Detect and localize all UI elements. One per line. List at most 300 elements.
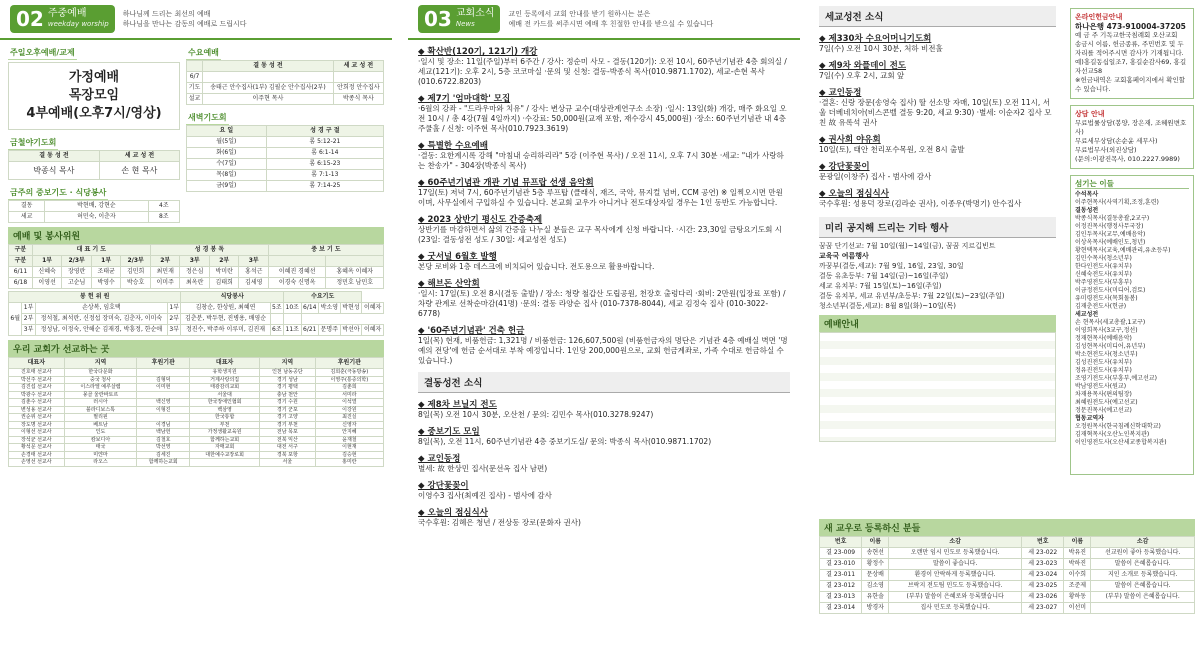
cell: 경기 고양 — [260, 414, 316, 422]
cell: 세교 — [9, 212, 45, 223]
counsel-line: (문의:이광진목사, 010.2227.9989) — [1075, 155, 1180, 163]
cell: 중 보 기 도 — [268, 245, 383, 256]
cell: 김춘희 — [315, 384, 383, 392]
staff-line: 이정진목사(행정사무국장) — [1075, 223, 1144, 230]
cell: 11조 — [284, 325, 301, 336]
news-item-body: ·결혼: 신랑 장문(송영숙 집사) 딸 선소망 자매, 10일(토) 오전 11시, 서울 더베네치아(비스콘벨 결동 9:20, 세교 9:30) ·별세: 이순자2 집사 모친 故 유록석 권사 — [819, 98, 1052, 127]
cell: 문명주 — [319, 325, 341, 336]
staff-line: 유미령전도사(목회돌봄) — [1075, 295, 1138, 302]
cell: 롬 6:15-23 — [266, 159, 383, 170]
news-item — [418, 94, 790, 134]
cell: 집사 민도로 등록했습니다. — [889, 603, 1022, 614]
cell: 김희훈(극동방송) — [315, 369, 383, 377]
news-item — [819, 162, 1056, 182]
cell: (부부) 말씀이 은혜롭습니다. — [1091, 592, 1195, 603]
staff-line: 협동교역자 — [1075, 415, 1104, 422]
cell: 필리핀 — [64, 414, 137, 422]
cell: 4조 — [148, 201, 179, 212]
offering-line: 예 금 주 기독교한국침례회 오산교회 — [1075, 31, 1178, 39]
cell: 황하동 — [1064, 592, 1091, 603]
page-number: 02 — [16, 7, 44, 31]
news-item-body: 8일(목), 오전 11시, 60주년기념관 4층 중보기도실/ 문의: 박종식 목사(010.9871.1702) — [418, 437, 712, 446]
cell: 소감 — [889, 537, 1022, 548]
cell: 전북 익산 — [260, 436, 316, 444]
section-subtitle: weekday worship — [47, 20, 109, 28]
cell: 라오스 — [64, 459, 137, 467]
cell: 5조 — [270, 303, 283, 314]
event-line: 결동 유초등부: 7월 14일(금)~16일(주일) — [819, 272, 949, 280]
cell: 중국 청사 — [64, 376, 137, 384]
duty-table — [8, 291, 384, 336]
cell: 요 일 — [187, 126, 267, 137]
news-item-body: 국수후원: 성용덕 장로(김라순 권사), 이종우(박명기) 안수집사 — [819, 199, 1022, 208]
cell: 신영자 — [315, 421, 383, 429]
staff-line: 이영희목사(3교구,정선) — [1075, 327, 1138, 334]
cell: 김세영 — [239, 278, 269, 289]
new-members-title: 새 교우로 등록하신 분들 — [819, 519, 1195, 536]
news-item-body: 상반기를 마감하면서 삶의 간증을 나누실 분들은 교구 목사에게 신청 바랍니다. ·시간: 23,30일 금탕요기도회 시 (23일: 결동성전 성도 / 30일: 세교성전 성도) — [418, 225, 783, 244]
cell: 정은심 — [180, 267, 210, 278]
mission-title: 우리 교회가 선교하는 곳 — [8, 340, 384, 357]
counsel-line: 무료법무사(외진상담) — [1075, 146, 1137, 154]
counsel-box — [1070, 105, 1194, 169]
cell: 2부 — [22, 314, 35, 325]
cell: 이경숙 신명옥 — [268, 278, 325, 289]
gyeoldong-news-list — [418, 400, 790, 528]
cell: 지역 — [64, 358, 137, 369]
cell: 경기 군포 — [260, 406, 316, 414]
news-item-title: ◆ 강단꽃꽂이 — [418, 481, 790, 491]
staff-line: 세교성전 — [1075, 311, 1099, 318]
news-item-body: 7일(수) 오후 2시, 교회 앞 — [819, 71, 905, 80]
news-item-title: ◆ 중보기도 모임 — [418, 427, 790, 437]
staff-line: 오정원목사(한국침례신학대학교) — [1075, 423, 1161, 430]
cell: 정성남, 이정숙, 안해순 김재경, 박흥정, 한순애 — [35, 325, 167, 336]
cell: 6월 — [9, 303, 22, 336]
offering-line: 송금시 이름, 헌금종류, 주민번호 및 두 자리를 적어주시면 감사가 기재됩니다. — [1075, 40, 1184, 57]
news-item — [418, 178, 790, 208]
news-item — [819, 34, 1056, 54]
news-item-title: ◆ 교인동정 — [418, 454, 790, 464]
cell: 3부 — [239, 256, 269, 267]
cell: 최진실 — [315, 414, 383, 422]
cell: 정진수, 박주하 이루미, 김진재 — [181, 325, 270, 336]
intro-line: 예배 전 카드를 써주시면 예배 후 친절한 안내를 받으실 수 있습니다 — [508, 20, 714, 28]
cell: 이경님 — [137, 421, 190, 429]
counsel-line: 무료세무상담(손순윤 세무사) — [1075, 137, 1158, 145]
cell: 김형덕 — [137, 376, 190, 384]
cell — [268, 256, 325, 267]
cell: 박영수 — [91, 278, 121, 289]
news-item-body: ·6월의 강좌 - "드라우마와 치유" / 강사: 변상규 교수(대상관계연구소 소장) ·일시: 13일(화) 개강, 매주 화요일 오전 10시 / 총 4강(7월 4일까지) ·수강료: 50,000원(교재 포함, 재수강시 45,000원) ·장소: 60주년기념관 내 4층 주쿨홀 / 신청: 이주현 목사(010.7923.3619) — [418, 104, 787, 133]
cell: 김진섭 선교사 — [9, 384, 65, 392]
cell — [187, 61, 203, 72]
cell: 최민재 — [150, 267, 180, 278]
cell: 2부 — [168, 314, 181, 325]
cell: 2/3부 — [121, 256, 151, 267]
cell: 미얀마 — [64, 451, 137, 459]
cell: 결 23-010 — [820, 559, 862, 570]
online-offering-box — [1070, 8, 1194, 99]
cell: 서울 — [260, 459, 316, 467]
cell: 대 표 기 도 — [32, 245, 150, 256]
cell: 함께하는교회 — [190, 436, 260, 444]
cell: 선교원이 좋아 등록했습니다. — [1091, 548, 1195, 559]
cell: 블라디보스톡 — [64, 406, 137, 414]
serve-table — [8, 244, 384, 289]
news-item-title: ◆ 제8차 브닐지 전도 — [418, 400, 790, 410]
dawn-title: 새벽기도회 — [186, 111, 229, 125]
cell: 박선영 — [137, 444, 190, 452]
staff-line: 정유진전도사(유치부) — [1075, 367, 1132, 374]
wednesday-table — [186, 60, 384, 105]
intro-line: 하나님께 드리는 최선의 예배 — [122, 10, 211, 18]
cell: 1부 — [22, 303, 35, 314]
cell: 백신영 — [137, 399, 190, 407]
offering-line: 온라인헌금안내 — [1075, 13, 1123, 21]
cell: 세 23-022 — [1022, 548, 1064, 559]
friday-title: 금철야기도회 — [8, 136, 58, 150]
cell: 김세진 — [137, 451, 190, 459]
staff-line: 박주영전도사(부흥부) — [1075, 279, 1132, 286]
staff-line: 김재혁목사(오산노인복지관) — [1075, 431, 1150, 438]
segyo-news-title: 세교성전 소식 — [819, 6, 1056, 27]
news-item-body: 별세: 故 한상민 집사(문선옥 집사 남편) — [418, 464, 548, 473]
news-item — [418, 47, 790, 87]
cell: 박선아 — [340, 325, 362, 336]
page-03 — [408, 0, 800, 645]
cell: 지인 소개로 등록했습니다. — [1091, 570, 1195, 581]
cell: 결동 — [9, 201, 45, 212]
dawn-table — [186, 125, 384, 192]
cell: 대표자 — [9, 358, 65, 369]
cell: 손영선 선교사 — [9, 459, 65, 467]
service-table — [8, 200, 180, 223]
news-list — [408, 47, 800, 366]
news-item-title: ◆ 제7기 '엄마대학' 모집 — [418, 94, 790, 104]
section-subtitle: News — [455, 20, 475, 28]
cell: 박승호 — [121, 278, 151, 289]
cell: 김철호 — [137, 436, 190, 444]
cell: 거제사랑의집 — [190, 376, 260, 384]
cell — [190, 459, 260, 467]
cell: 장도명 선교사 — [9, 421, 65, 429]
news-item-body: 17일(토) 저녁 7시, 60주년기념관 5층 루프탑 (클래식, 재즈, 국악, 뮤지컬 넘버, CCM 공연) ※ 일찍오시면 만원이며, 사무실에서 구입하실 수 있습니다. 본교회 교우가 아니거나 전도대상자일 경우는 1인 동반도 가능합니다. — [418, 188, 783, 207]
news-item — [418, 454, 790, 474]
cell: 10조 — [284, 303, 301, 314]
news-item-title: ◆ 특별한 수요예배 — [418, 141, 790, 151]
cell: 2부 — [150, 256, 180, 267]
cell: 오랜만 임시 민도로 등록했습니다. — [889, 548, 1022, 559]
cell: 2/3부 — [62, 256, 92, 267]
cell: 송태근 안수집사(1부) 김필순 안수집사(2부) — [203, 83, 334, 94]
mission-table — [8, 357, 384, 467]
cell: 세 23-023 — [1022, 559, 1064, 570]
cell: 홍석근 — [239, 267, 269, 278]
cell: 1부 — [168, 303, 181, 314]
cell: 김승현 — [315, 451, 383, 459]
intro-line: 교인 등록에서 교회 안내를 받기 원하시는 분은 — [508, 10, 651, 18]
service-title: 금주의 중보기도 · 식당봉사 — [8, 186, 108, 200]
news-item-title: ◆ 제9차 와플데이 전도 — [819, 61, 1056, 71]
cell: 김민희 — [121, 267, 151, 278]
staff-line: 차재용목사(편의팀장) — [1075, 391, 1132, 398]
cell: 서미라 — [315, 391, 383, 399]
staff-line: 이금정전도사(미디어,검토) — [1075, 287, 1146, 294]
cell — [137, 369, 190, 377]
cell: 6조 — [270, 325, 283, 336]
staff-line: 김민수목사(청소년부) — [1075, 255, 1132, 262]
cell: 이미주 — [150, 278, 180, 289]
counsel-line: 무료법률상담(봉양, 장은재, 조혜원변호사) — [1075, 119, 1187, 136]
cell: 이수희 — [1064, 570, 1091, 581]
news-item-title: ◆ 오늘의 점심식사 — [418, 508, 790, 518]
news-item-title: ◆ '60주년기념관' 건축 헌금 — [418, 326, 790, 336]
cell: 대표자 — [190, 358, 260, 369]
staff-line: 신혜숙전도사(유치부) — [1075, 271, 1132, 278]
news-item — [418, 400, 790, 420]
cell: 6/7 — [187, 72, 203, 83]
staff-line: 박소현전도사(청소년부) — [1075, 351, 1138, 358]
cell — [137, 391, 190, 399]
sunday-line: 4부예배(오후7시/영상) — [26, 106, 162, 121]
cell: 1부 — [32, 256, 62, 267]
staff-line: 김인두목사(교무,예배음악) — [1075, 231, 1146, 238]
cell: 화(6일) — [187, 148, 267, 159]
cell: 6/14 — [301, 303, 319, 314]
cell: 방경자 — [862, 603, 889, 614]
news-item-title: ◆ 확산반(120기, 121기) 개강 — [418, 47, 790, 57]
cell: 이름 — [862, 537, 889, 548]
cell: 2부 — [209, 256, 239, 267]
cell — [326, 256, 384, 267]
cell: 한국통합 — [190, 414, 260, 422]
cell: 경기 성남 — [260, 376, 316, 384]
news-item — [418, 279, 790, 319]
cell: 브락지 전도팀 민도도 등록했습니다. — [889, 581, 1022, 592]
cell: 박현성 — [340, 303, 362, 314]
cell — [137, 414, 190, 422]
cell: 구분 — [9, 256, 33, 267]
cell: 한국다문화 — [64, 369, 137, 377]
cell: 후원기관 — [315, 358, 383, 369]
cell: 번호 — [1022, 537, 1064, 548]
sidebar — [1070, 8, 1194, 481]
cell: 황석문 선교사 — [9, 444, 65, 452]
cell: 손상복, 임호택 — [35, 303, 167, 314]
cell: 인천 남동공단 — [260, 369, 316, 377]
news-item — [418, 481, 790, 501]
news-item-title: ◆ 60주년기념관 개관 기념 뮤프랍 선생 음악회 — [418, 178, 790, 188]
cell: 권순위 선교사 — [9, 414, 65, 422]
cell: 안지혜 — [315, 429, 383, 437]
offering-line: ※헌금내역은 교회홈페이지에서 확인할 수 있습니다. — [1075, 76, 1186, 93]
cell: 경북 포항 — [260, 451, 316, 459]
cell: 설교 — [187, 94, 203, 105]
cell: 유한솔 — [862, 592, 889, 603]
cell: 장석균 선교사 — [9, 436, 65, 444]
staff-line: 김성현목사(미디어,유년부) — [1075, 343, 1146, 350]
cell: 세 23-027 — [1022, 603, 1064, 614]
cell: 결 23-009 — [820, 548, 862, 559]
schedule-table — [819, 332, 1056, 442]
news-item-body: 1일(목) 현재, 비품헌금: 1,321명 / 비품헌금: 126,607,500원 (비품헌금자의 명단은 기념관 4층 예배실 벽면 '명예의 전당'에 헌금 순서대로 부착 예정입니다. 1인당 200,000원으로, 교회 헌금계좌로, 가족 수대로 헌금하실 수 있습니다.) — [418, 336, 788, 365]
offering-line: 하나은행 473-910004-37205 — [1075, 22, 1186, 31]
cell: 이형선 선교사 — [9, 429, 65, 437]
news-item-body: 7일(수) 오전 10시 30분, 처하 비전홀 — [819, 44, 943, 53]
news-item-title: ◆ 굿서널 6월호 발행 — [418, 252, 790, 262]
cell: 소감 — [1091, 537, 1195, 548]
cell — [284, 314, 301, 325]
news-item — [819, 189, 1056, 209]
event-line: 교육국 여름행사 — [819, 252, 869, 260]
news-item-body: 국수후원: 김혜은 청년 / 전상동 장로(문화자 권사) — [418, 518, 581, 527]
news-item-title: ◆ 해브돈 산악회 — [418, 279, 790, 289]
cell: 충남 천안 — [260, 391, 316, 399]
cell: 성 경 구 절 — [266, 126, 383, 137]
cell: 이스라엘 예루살렘 — [64, 384, 137, 392]
news-item-body: ·결동: 요한계시록 강해 "마침내 승리하리라" 5강 (이주현 목사) / 오전 11시, 오후 7시 30분 ·세교: "내가 사랑하는 찬송가" - 304장(박종식 목사) — [418, 151, 784, 170]
cell: 황정수 — [862, 559, 889, 570]
gyeoldong-news-title: 결동성전 소식 — [418, 372, 790, 393]
cell: 말씀이 은혜롭습니다. — [1091, 559, 1195, 570]
cell: 경기 부천 — [260, 421, 316, 429]
cell: 롬 6:1-14 — [266, 148, 383, 159]
cell: 정민호 남민호 — [326, 278, 384, 289]
cell: 홍미란 — [315, 459, 383, 467]
offering-line: 예)홍길동십일조7, 홍길순감사69, 홍길자선교58 — [1075, 58, 1187, 75]
staff-line: 최혜원전도사(예고선교) — [1075, 399, 1138, 406]
cell: 1부 — [91, 256, 121, 267]
news-item-title: ◆ 오늘의 점심식사 — [819, 189, 1056, 199]
cell: 박선주 선교사 — [9, 376, 65, 384]
cell: 송현선 — [862, 548, 889, 559]
cell: 봉 헌 위 원 — [9, 292, 181, 303]
cell: 6/18 — [9, 278, 33, 289]
cell: 최옥란 — [180, 278, 210, 289]
cell: 결 23-014 — [820, 603, 862, 614]
cell: 고순님 — [62, 278, 92, 289]
page-header — [408, 0, 800, 40]
cell: 조태균 — [91, 267, 121, 278]
cell: 롬 5:12-21 — [266, 137, 383, 148]
cell: 6/21 — [301, 325, 319, 336]
staff-box — [1070, 175, 1194, 475]
events-list — [819, 241, 1056, 311]
event-line: 세교 유치부: 7월 15일(토)~16일(주일) — [819, 282, 942, 290]
cell: (부부) 말씀이 은혜로와 등록했습니다 — [889, 592, 1022, 603]
news-item-title: ◆ 권사회 야유회 — [819, 135, 1056, 145]
intro-line: 하나님을 만나는 감동의 예배로 드립시다 — [122, 20, 247, 28]
cell: 이혜자 — [362, 303, 384, 314]
cell: 허민숙, 이춘자 — [45, 212, 148, 223]
sunday-title: 주일오후예배/교제 — [8, 46, 77, 60]
cell: 신혜숙 — [32, 267, 62, 278]
cell: 번호 — [820, 537, 862, 548]
news-item-body: 이영수3 집사(최예진 집사) - 범사에 감사 — [418, 491, 552, 500]
staff-line: 이상옥목사(예배인도,청년) — [1075, 239, 1146, 246]
cell: 이현재 — [315, 444, 383, 452]
cell: 이혜자 — [362, 325, 384, 336]
news-item — [418, 215, 790, 245]
news-item-body: 8일(목) 오전 10시 30분, 오산천 / 문의: 김민수 목사(010.3278.9247) — [418, 410, 654, 419]
cell: 서울대 — [190, 391, 260, 399]
news-item-body: 본당 로비와 1층 데스크에 비치되어 있습니다. 전도용으로 활용바랍니다. — [418, 262, 655, 271]
cell: 3부 — [22, 325, 35, 336]
staff-line: 수석목사 — [1075, 191, 1099, 198]
section-badge — [10, 5, 115, 33]
schedule-title: 예배안내 — [819, 315, 1056, 332]
counsel-line: 상담 안내 — [1075, 110, 1105, 118]
cell: 3부 — [168, 325, 181, 336]
cell: 환경이 안락하게 등록했습니다. — [889, 570, 1022, 581]
cell: 기도 — [187, 83, 203, 94]
cell: 장영란 — [62, 267, 92, 278]
staff-line: 김성진전도사(유치부) — [1075, 359, 1132, 366]
cell — [1091, 603, 1195, 614]
cell: 진호태 선교사 — [9, 369, 65, 377]
staff-line: 김재춘전도사(헌금) — [1075, 303, 1127, 310]
staff-line: 이인영전도사(오산세교종합복지관) — [1075, 439, 1167, 446]
new-members-table — [819, 536, 1195, 614]
cell: 이름 — [1064, 537, 1091, 548]
page-02 — [0, 0, 392, 645]
staff-line: 조영기전도사(부흥부,예고선교) — [1075, 375, 1157, 382]
cell: 조준제 — [1064, 581, 1091, 592]
cell: 김춘분, 박두현, 진병용, 배영순 — [181, 314, 270, 325]
cell: 이영주(통증의학) — [315, 376, 383, 384]
cell: 몽골 울란바토르 — [64, 391, 137, 399]
cell: 태국 — [64, 444, 137, 452]
cell: 박종식 목사 — [9, 162, 100, 180]
cell: 박하진 — [1064, 559, 1091, 570]
cell: 홍혜옥 이혜자 — [326, 267, 384, 278]
staff-line: 결동성전 — [1075, 207, 1099, 214]
cell: 결 동 성 전 — [9, 151, 100, 162]
event-line: 청소년부(결동,세교): 8월 8일(화)~10일(목) — [819, 302, 957, 310]
cell: 3부 — [180, 256, 210, 267]
cell: 백삼영 — [190, 406, 260, 414]
cell: 부천 — [190, 421, 260, 429]
cell: 목(8일) — [187, 170, 267, 181]
segyo-news-list — [819, 34, 1056, 209]
news-item — [418, 427, 790, 447]
cell: 손경태 선교사 — [9, 451, 65, 459]
staff-line: 박남영전도사(원교) — [1075, 383, 1127, 390]
cell: 후원기관 — [137, 358, 190, 369]
cell: 손 현 목사 — [99, 162, 179, 180]
news-item-body: 10일(토), 태안 천리포수목원, 오전 8시 출발 — [819, 145, 965, 154]
cell: 결 23-013 — [820, 592, 862, 603]
page-header — [0, 0, 392, 40]
cell: 캄보디아 — [64, 436, 137, 444]
cell: 수(7일) — [187, 159, 267, 170]
cell: 성 경 봉 독 — [150, 245, 268, 256]
section-title: 주중예배 — [47, 8, 87, 19]
news-item-body: 문광일(이창주) 집사 - 범사에 감사 — [819, 172, 932, 181]
section-title: 교회소식 — [455, 8, 495, 19]
friday-table — [8, 150, 180, 180]
cell: 대한예수교장로회 — [190, 451, 260, 459]
cell: 구분 — [9, 245, 33, 256]
cell: 결 동 성 전 — [203, 61, 334, 72]
cell: 세 교 성 전 — [99, 151, 179, 162]
cell: 태광감리교회 — [190, 384, 260, 392]
cell — [270, 314, 283, 325]
cell: 수요기도 — [284, 292, 362, 303]
cell: 전남 목포 — [260, 429, 316, 437]
news-item — [418, 326, 790, 366]
